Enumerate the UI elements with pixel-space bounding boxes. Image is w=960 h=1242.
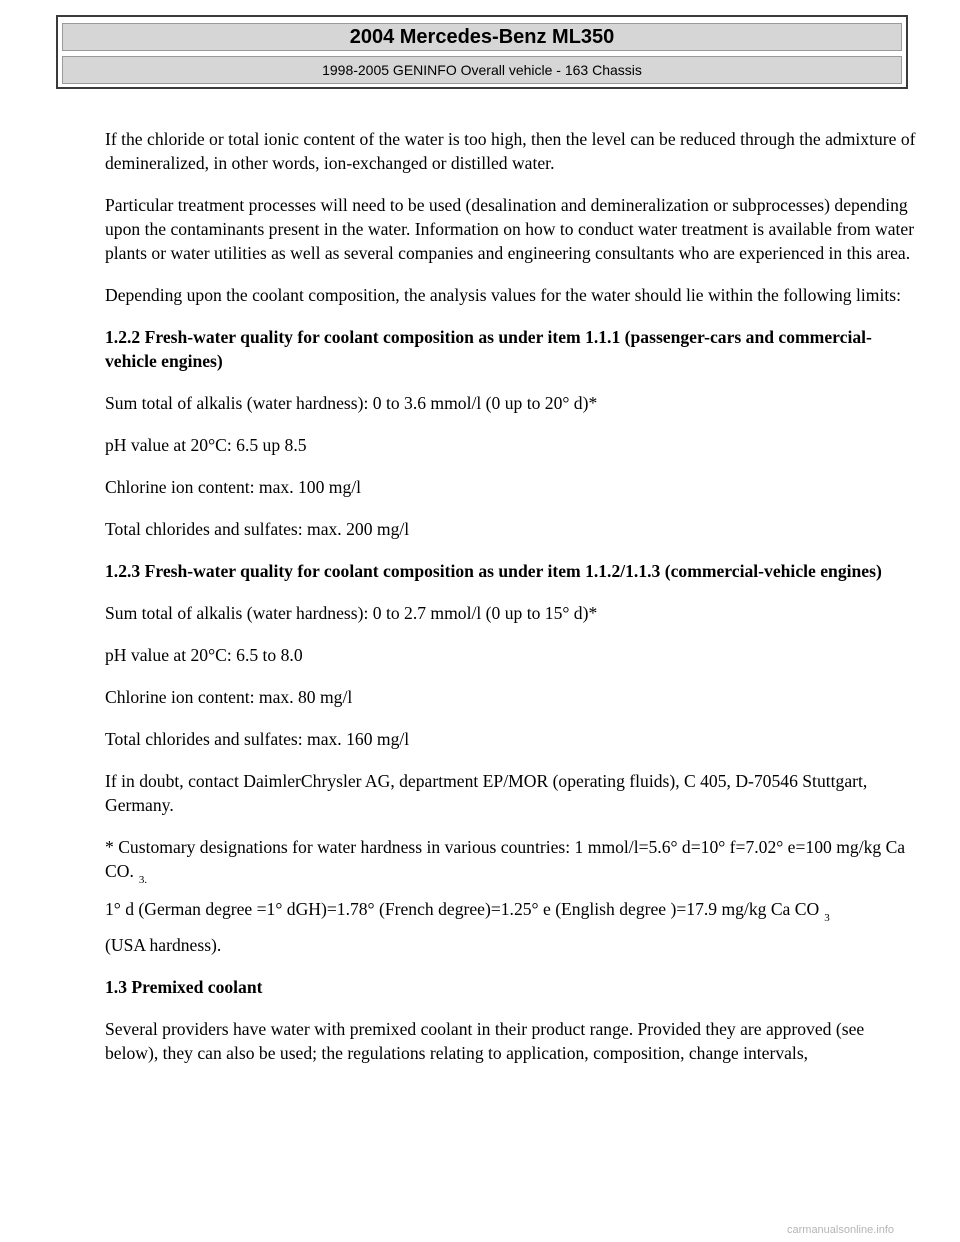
watermark: carmanualsonline.info [787,1224,895,1236]
header-subtitle: 1998-2005 GENINFO Overall vehicle - 163 Chassis [62,56,902,84]
spec-alkalis-1: Sum total of alkalis (water hardness): 0 to 3.6 mmol/l (0 up to 20° d)* [105,393,598,413]
paragraph-treatment: Particular treatment processes will need to be used (desalination and demineralization or subprocesses) depending upon the contaminants present in the water. Information on how to conduct water treatment is available from water plants or water utilities as well as several companies and engineering consultants who are experienced in this area. [105,195,915,263]
footnote-text: * Customary designations for water hardness in various countries: 1 mmol/l=5.6° d=10° f=7.02° e=100 mg/kg Ca CO. [105,837,906,881]
degree-conversion [105,897,917,924]
spec-chlorine-1: Chlorine ion content: max. 100 mg/l [105,477,362,497]
usa-hardness: (USA hardness). [105,935,222,955]
degree-subscript: 3 [824,912,830,924]
spec-ph-2: pH value at 20°C: 6.5 to 8.0 [105,645,303,665]
document-body [105,127,917,1083]
heading-1-2-3: 1.2.3 Fresh-water quality for coolant composition as under item 1.1.2/1.1.3 (commercial-vehicle engines) [105,561,882,581]
spec-alkalis-2: Sum total of alkalis (water hardness): 0 to 2.7 mmol/l (0 up to 15° d)* [105,603,598,623]
paragraph-contact: If in doubt, contact DaimlerChrysler AG, department EP/MOR (operating fluids), C 405, D-70546 Stuttgart, Germany. [105,771,868,815]
degree-text: 1° d (German degree =1° dGH)=1.78° (French degree)=1.25° e (English degree )=17.9 mg/kg Ca CO [105,899,820,919]
header-title: 2004 Mercedes-Benz ML350 [62,23,902,51]
heading-1-2-2: 1.2.2 Fresh-water quality for coolant composition as under item 1.1.1 (passenger-cars and commercial-vehicle engines) [105,327,872,371]
paragraph-premixed: Several providers have water with premixed coolant in their product range. Provided they are approved (see below), they can also be used; the regulations relating to application, composition, change intervals, [105,1019,865,1063]
spec-chlorides-1: Total chlorides and sulfates: max. 200 mg/l [105,519,410,539]
page-header [56,15,908,89]
heading-1-3: 1.3 Premixed coolant [105,977,263,997]
spec-chlorine-2: Chlorine ion content: max. 80 mg/l [105,687,353,707]
footnote-subscript: 3. [138,874,148,886]
spec-ph-1: pH value at 20°C: 6.5 up 8.5 [105,435,307,455]
spec-chlorides-2: Total chlorides and sulfates: max. 160 mg/l [105,729,410,749]
paragraph-chloride: If the chloride or total ionic content of the water is too high, then the level can be reduced through the admixture of demineralized, in other words, ion-exchanged or distilled water. [105,129,916,173]
footnote-hardness [105,835,917,886]
paragraph-limits-intro: Depending upon the coolant composition, the analysis values for the water should lie within the following limits: [105,285,901,305]
